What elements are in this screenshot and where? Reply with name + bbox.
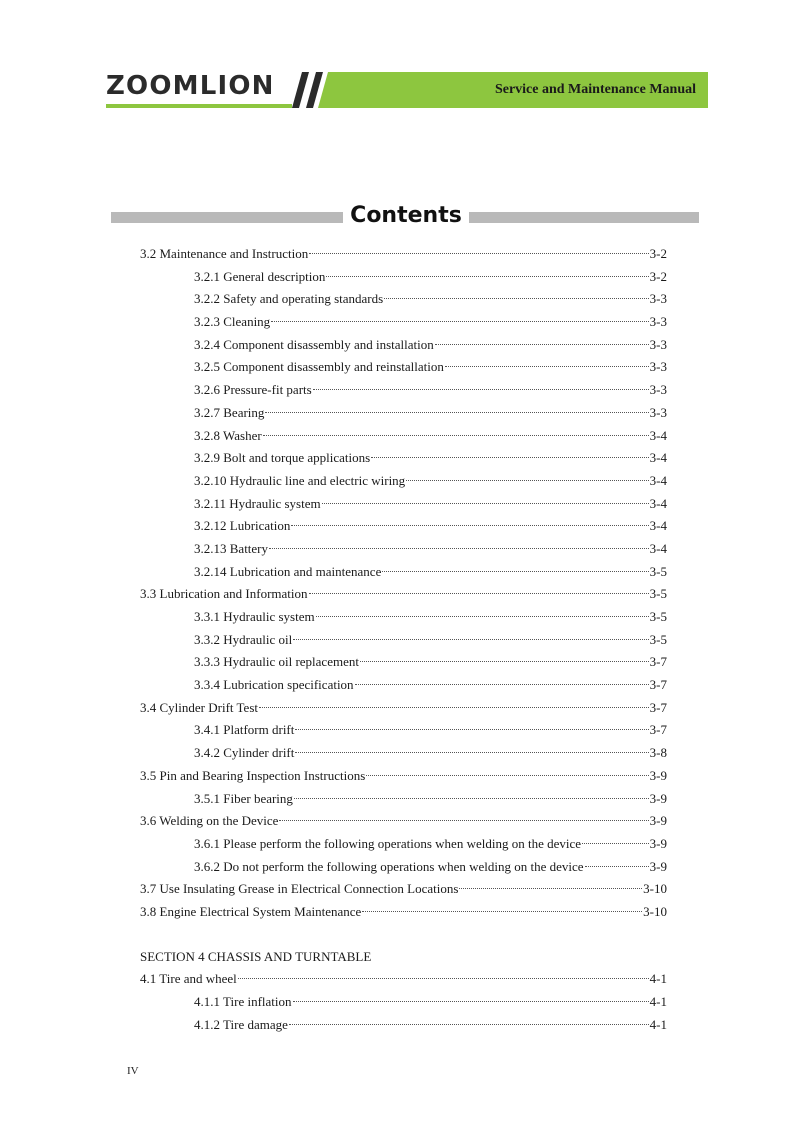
manual-title: Service and Maintenance Manual xyxy=(494,82,696,97)
toc-entry-title: 3.3.2 Hydraulic oil xyxy=(194,631,293,647)
toc-section-4 xyxy=(140,968,667,1036)
toc-page-number: 3-8 xyxy=(649,745,667,761)
toc-entry-title: 3.2.6 Pressure-fit parts xyxy=(194,382,312,398)
toc-entry[interactable] xyxy=(140,379,667,402)
toc-entry[interactable] xyxy=(140,719,667,742)
page-number: IV xyxy=(127,1065,139,1077)
toc-entry-title: 3.4 Cylinder Drift Test xyxy=(140,699,259,715)
toc-entry-title: 3.2.4 Component disassembly and installation xyxy=(194,336,434,352)
toc-dot-leader xyxy=(362,911,642,912)
toc-dot-leader xyxy=(326,276,648,277)
toc-dot-leader xyxy=(360,661,649,662)
toc-entry[interactable] xyxy=(140,334,667,357)
toc-entry-title: 3.2.14 Lubrication and maintenance xyxy=(194,563,382,579)
toc-entry-title: 4.1.1 Tire inflation xyxy=(194,994,292,1009)
toc-page-number: 3-7 xyxy=(649,722,667,738)
toc-page-number: 4-1 xyxy=(649,971,667,987)
toc-dot-leader xyxy=(295,752,648,753)
toc-page-number: 4-1 xyxy=(649,994,667,1009)
toc-dot-leader xyxy=(265,412,648,413)
toc-entry-title: 3.4.1 Platform drift xyxy=(194,722,295,738)
toc-entry-title: 3.2.1 General description xyxy=(194,268,326,284)
toc-entry[interactable] xyxy=(140,425,667,448)
toc-entry[interactable] xyxy=(140,856,667,879)
toc-dot-leader xyxy=(294,798,649,799)
toc-entry[interactable] xyxy=(140,833,667,856)
toc-entry-title: 3.3.1 Hydraulic system xyxy=(194,609,315,624)
toc-entry[interactable] xyxy=(140,991,667,1014)
toc-entry[interactable] xyxy=(140,515,667,538)
toc-dot-leader xyxy=(316,616,649,617)
toc-entry-title: 3.2.3 Cleaning xyxy=(194,314,271,330)
zoomlion-logo: ZOOMLION xyxy=(106,71,275,101)
toc-page-number: 3-3 xyxy=(649,336,667,352)
toc-entry[interactable] xyxy=(140,810,667,833)
toc-entry-title: 4.1 Tire and wheel xyxy=(140,971,237,987)
toc-entry-title: 3.3 Lubrication and Information xyxy=(140,586,308,602)
toc-dot-leader xyxy=(295,729,648,730)
toc-entry-title: 4.1.2 Tire damage xyxy=(194,1016,288,1032)
toc-page-number: 3-4 xyxy=(649,540,667,556)
toc-entry-title: 3.2 Maintenance and Instruction xyxy=(140,246,309,261)
toc-entry-title: 3.5.1 Fiber bearing xyxy=(194,790,293,806)
toc-section-3 xyxy=(140,243,667,924)
toc-page-number: 3-3 xyxy=(649,314,667,330)
toc-entry[interactable] xyxy=(140,561,667,584)
toc-page-number: 3-9 xyxy=(649,835,667,851)
toc-entry[interactable] xyxy=(140,470,667,493)
section-4-heading: SECTION 4 CHASSIS AND TURNTABLE xyxy=(140,948,372,964)
toc-page-number: 3-9 xyxy=(649,858,667,874)
toc-dot-leader xyxy=(585,866,649,867)
toc-entry-title: 3.3.4 Lubrication specification xyxy=(194,677,354,693)
toc-page-number: 3-4 xyxy=(649,472,667,488)
logo-underline xyxy=(106,104,292,108)
toc-entry[interactable] xyxy=(140,493,667,516)
contents-heading: Contents xyxy=(350,203,462,228)
toc-dot-leader xyxy=(582,843,649,844)
toc-entry-title: 3.6.2 Do not perform the following operations when welding on the device xyxy=(194,858,584,874)
toc-page-number: 3-5 xyxy=(649,586,667,602)
toc-entry-title: 3.2.2 Safety and operating standards xyxy=(194,291,384,307)
heading-rule-left xyxy=(111,212,343,223)
toc-page-number: 3-3 xyxy=(649,291,667,307)
toc-entry[interactable] xyxy=(140,968,667,991)
toc-dot-leader xyxy=(435,344,649,345)
toc-entry[interactable] xyxy=(140,1014,667,1037)
toc-entry-title: 3.2.9 Bolt and torque applications xyxy=(194,450,371,466)
toc-entry[interactable] xyxy=(140,288,667,311)
toc-dot-leader xyxy=(291,525,648,526)
toc-entry[interactable] xyxy=(140,651,667,674)
toc-entry-title: 3.2.12 Lubrication xyxy=(194,518,291,534)
toc-entry-title: 3.6.1 Please perform the following operations when welding on the device xyxy=(194,835,582,851)
toc-entry[interactable] xyxy=(140,243,667,266)
toc-entry-title: 3.5 Pin and Bearing Inspection Instructions xyxy=(140,767,366,783)
toc-entry[interactable] xyxy=(140,606,667,629)
table-of-contents xyxy=(140,243,667,1036)
toc-entry-title: 3.2.13 Battery xyxy=(194,540,269,556)
toc-entry-title: 3.6 Welding on the Device xyxy=(140,813,279,829)
toc-entry-title: 3.7 Use Insulating Grease in Electrical Connection Locations xyxy=(140,881,459,897)
toc-page-number: 3-3 xyxy=(649,382,667,398)
toc-dot-leader xyxy=(459,888,642,889)
toc-dot-leader xyxy=(269,548,649,549)
toc-dot-leader xyxy=(384,298,648,299)
toc-entry[interactable] xyxy=(140,901,667,924)
toc-entry[interactable] xyxy=(140,538,667,561)
toc-page-number: 3-9 xyxy=(649,790,667,806)
toc-page-number: 3-9 xyxy=(649,813,667,829)
toc-page-number: 3-2 xyxy=(649,246,667,261)
toc-dot-leader xyxy=(366,775,648,776)
logo-slash-icon xyxy=(292,72,336,108)
toc-entry[interactable] xyxy=(140,311,667,334)
toc-entry[interactable] xyxy=(140,674,667,697)
toc-dot-leader xyxy=(309,253,648,254)
toc-page-number: 3-3 xyxy=(649,404,667,420)
toc-page-number: 3-5 xyxy=(649,631,667,647)
toc-entry-title: 3.3.3 Hydraulic oil replacement xyxy=(194,654,359,670)
toc-dot-leader xyxy=(382,571,648,572)
toc-dot-leader xyxy=(238,978,649,979)
toc-dot-leader xyxy=(271,321,648,322)
toc-page-number: 3-4 xyxy=(649,495,667,511)
toc-page-number: 3-7 xyxy=(649,654,667,670)
toc-page-number: 3-10 xyxy=(643,881,667,897)
toc-dot-leader xyxy=(293,639,648,640)
header-band xyxy=(334,72,708,108)
toc-page-number: 3-7 xyxy=(649,699,667,715)
toc-entry-title: 3.2.10 Hydraulic line and electric wiring xyxy=(194,472,406,488)
toc-entry[interactable] xyxy=(140,266,667,289)
toc-page-number: 3-5 xyxy=(649,609,667,624)
toc-entry[interactable] xyxy=(140,742,667,765)
toc-dot-leader xyxy=(263,435,649,436)
toc-dot-leader xyxy=(259,707,649,708)
toc-page-number: 3-4 xyxy=(649,427,667,443)
toc-page-number: 3-4 xyxy=(649,450,667,466)
toc-dot-leader xyxy=(313,389,649,390)
toc-entry[interactable] xyxy=(140,583,667,606)
toc-page-number: 3-9 xyxy=(649,767,667,783)
toc-dot-leader xyxy=(279,820,648,821)
toc-entry[interactable] xyxy=(140,697,667,720)
toc-entry[interactable] xyxy=(140,788,667,811)
toc-page-number: 3-10 xyxy=(643,903,667,919)
toc-entry[interactable] xyxy=(140,402,667,425)
toc-dot-leader xyxy=(293,1001,649,1002)
toc-page-number: 3-5 xyxy=(649,563,667,579)
toc-entry-title: 3.2.5 Component disassembly and reinstallation xyxy=(194,359,444,375)
toc-entry[interactable] xyxy=(140,765,667,788)
toc-dot-leader xyxy=(355,684,649,685)
toc-page-number: 3-7 xyxy=(649,677,667,693)
toc-entry[interactable] xyxy=(140,447,667,470)
toc-entry-title: 3.4.2 Cylinder drift xyxy=(194,745,295,761)
toc-dot-leader xyxy=(322,503,649,504)
heading-rule-right xyxy=(469,212,699,223)
toc-dot-leader xyxy=(289,1024,649,1025)
toc-dot-leader xyxy=(309,593,649,594)
toc-page-number: 4-1 xyxy=(649,1016,667,1032)
toc-entry[interactable] xyxy=(140,629,667,652)
toc-entry-title: 3.2.11 Hydraulic system xyxy=(194,495,321,511)
toc-dot-leader xyxy=(406,480,648,481)
toc-entry-title: 3.2.7 Bearing xyxy=(194,404,265,420)
toc-entry-title: 3.8 Engine Electrical System Maintenance xyxy=(140,903,362,919)
toc-page-number: 3-4 xyxy=(649,518,667,534)
toc-dot-leader xyxy=(371,457,648,458)
toc-entry[interactable] xyxy=(140,356,667,379)
toc-dot-leader xyxy=(445,366,649,367)
toc-page-number: 3-2 xyxy=(649,268,667,284)
toc-entry[interactable] xyxy=(140,878,667,901)
toc-entry-title: 3.2.8 Washer xyxy=(194,427,262,443)
toc-page-number: 3-3 xyxy=(649,359,667,375)
